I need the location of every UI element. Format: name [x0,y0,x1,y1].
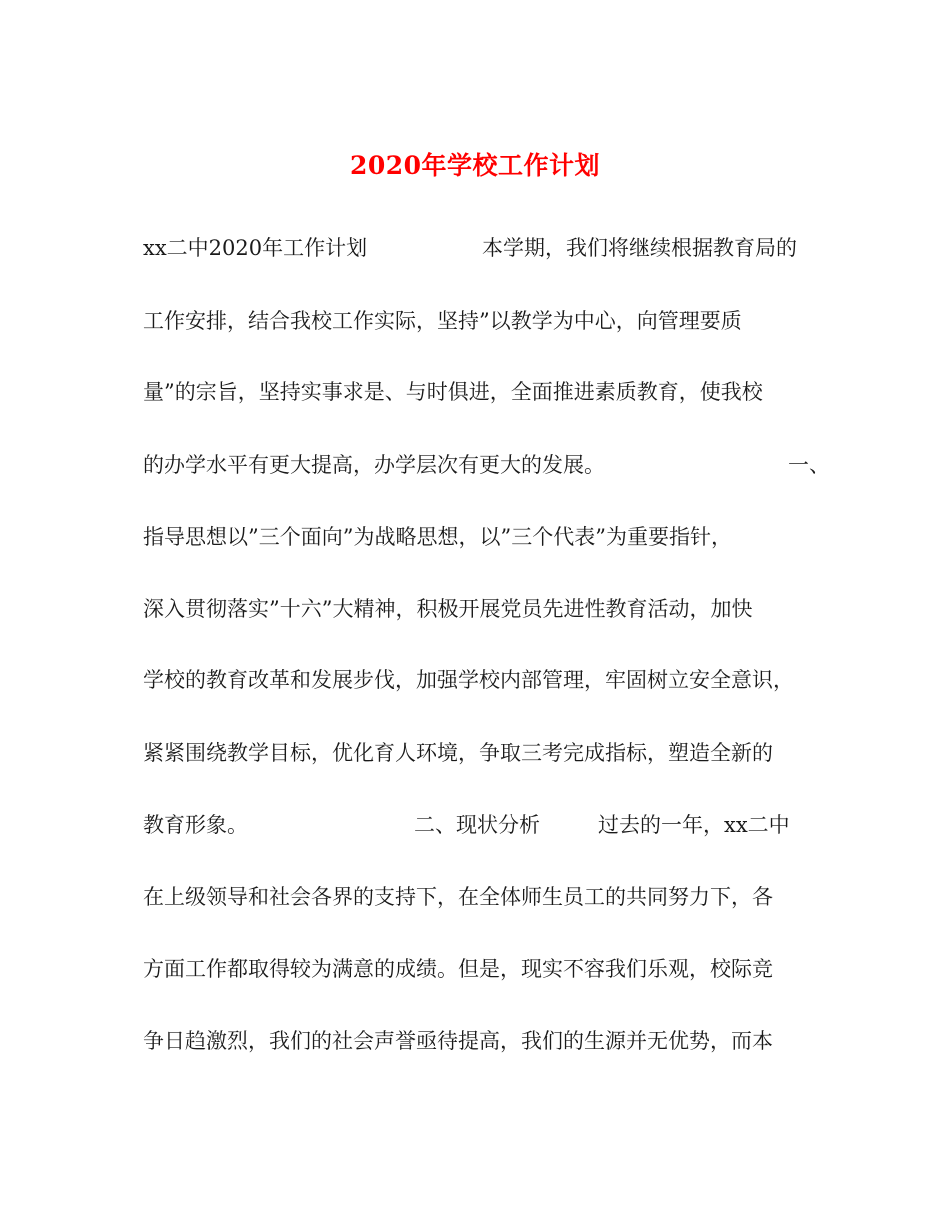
text-line [143,305,823,337]
text-segment: 指导思想以”三个面向”为战略思想，以”三个代表”为重要指针， [143,525,732,549]
text-line [143,664,823,696]
text-segment: 本学期，我们将继续根据教育局的 [482,236,797,260]
text-line [143,521,823,553]
text-segment: 紧紧围绕教学目标，优化育人环境，争取三考完成指标，塑造全新的 [143,741,773,765]
text-segment: 争日趋激烈，我们的社会声誉亟待提高，我们的生源并无优势，而本 [143,1029,773,1053]
text-segment: 学校的教育改革和发展步伐，加强学校内部管理，牢固树立安全意识， [143,668,794,692]
text-segment: 二、现状分析 [414,813,540,837]
text-line [143,881,823,913]
text-segment: 量”的宗旨，坚持实事求是、与时俱进，全面推进素质教育，使我校 [143,380,763,404]
text-segment: 过去的一年，xx二中 [598,813,790,837]
text-segment: 工作安排，结合我校工作实际，坚持”以教学为中心，向管理要质 [143,309,742,333]
text-line [143,376,823,408]
text-segment: 在上级领导和社会各界的支持下，在全体师生员工的共同努力下，各 [143,885,773,909]
text-segment: 深入贯彻落实”十六”大精神，积极开展党员先进性教育活动，加快 [143,597,753,621]
text-line [143,809,823,841]
text-line [143,953,823,985]
text-segment: 方面工作都取得较为满意的成绩。但是，现实不容我们乐观，校际竞 [143,957,773,981]
text-line [143,1025,823,1057]
document-title: 2020年学校工作计划 [349,151,601,180]
text-segment: 的办学水平有更大提高，办学层次有更大的发展。 [143,453,605,477]
text-segment: 一、 [788,453,830,477]
text-line [143,449,830,481]
text-segment: 教育形象。 [143,813,248,837]
text-line [143,737,823,769]
text-line [143,232,823,264]
text-line [143,593,823,625]
text-segment: xx二中2020年工作计划 [143,236,368,260]
